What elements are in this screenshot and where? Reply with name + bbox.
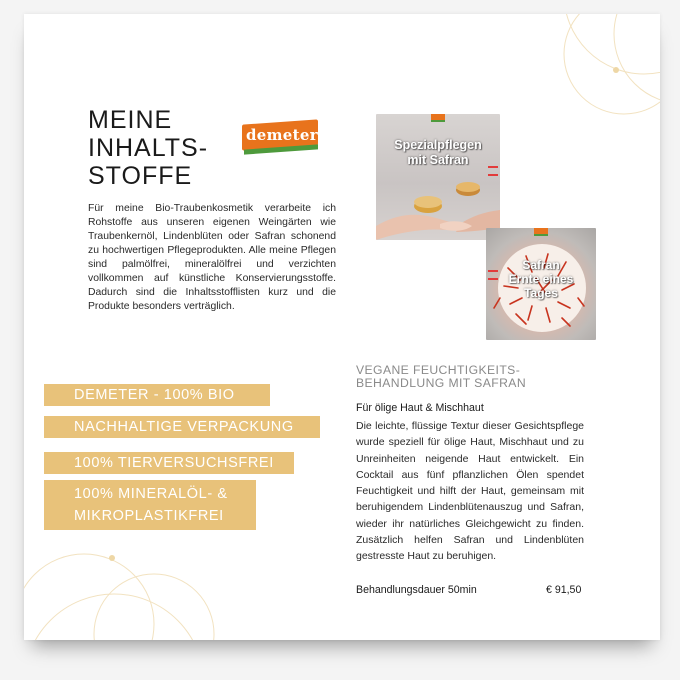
- badge-demeter-bio: DEMETER - 100% BIO: [44, 384, 270, 406]
- hands-illustration: [376, 114, 500, 240]
- photo1-caption-line-2: mit Safran: [407, 153, 469, 167]
- photo1-caption-line-1: Spezialpflegen: [394, 138, 482, 152]
- badge-mineral-oil-free-line-1: 100% MINERALÖL- &: [74, 486, 228, 502]
- photo-safran-care: [376, 114, 500, 240]
- title-line-3: STOFFE: [88, 162, 193, 190]
- page-title: [88, 106, 208, 190]
- photo2-caption-line-2: Ernte eines: [508, 272, 574, 286]
- skin-type: Für ölige Haut & Mischhaut: [356, 402, 484, 414]
- decorative-arcs-top: [524, 14, 660, 124]
- treatment-description: Die leichte, flüssige Textur dieser Gesichtspflege wurde speziell für ölige Haut, Mischhaut und zu Unreinheiten neigende Haut entwickelt. Ein Cocktail aus fünf pflanzlichen Ölen spendet Feuchtigkeit und hilft der Haut, gemeinsam mit beruhigendem Lindenblütenauszug und Safran, wieder ihr natürliches Gleichgewicht zu finden. Zusätzlich helfen Safran und Lindenblüten gestresste Haut zu beruhigen.: [356, 420, 584, 563]
- treatment-price: € 91,50: [546, 584, 582, 596]
- badge-mineral-oil-free-line-2: MIKROPLASTIKFREI: [74, 508, 224, 524]
- badge-sustainable-packaging: NACHHALTIGE VERPACKUNG: [44, 416, 320, 438]
- decorative-arcs-bottom: [24, 514, 224, 640]
- badge-cruelty-free: 100% TIERVERSUCHSFREI: [44, 452, 294, 474]
- photo-safran-harvest: [486, 228, 596, 340]
- treatment-heading: [356, 364, 596, 390]
- photo1-caption: [376, 138, 500, 168]
- intro-paragraph: Für meine Bio-Traubenkosmetik verarbeite ich Rohstoffe aus unseren eigenen Weingärten wie Traubenkernöl, Lindenblüten oder Safran schonend zu hochwertigen Pflegeprodukten. Alle meine Pflegen sind palmölfrei, mineralölfrei und verzichten vollkommen auf künstliche Konservierungsstoffe. Dadurch sind die Inhaltsstofflisten kurz und die Produkte besonders verträglich.: [88, 203, 336, 312]
- title-line-2: INHALTS-: [88, 134, 209, 162]
- photo2-caption-line-3: Tages: [524, 286, 558, 300]
- treatment-heading-line-2: BEHANDLUNG MIT SAFRAN: [356, 376, 527, 390]
- photo2-caption-line-1: Safran: [522, 258, 560, 272]
- equals-mark-2: [488, 270, 498, 280]
- demeter-logo-text: demeter: [246, 126, 318, 144]
- equals-mark-1: [488, 166, 498, 176]
- title-line-1: MEINE: [88, 106, 173, 134]
- treatment-heading-line-1: VEGANE FEUCHTIGKEITS-: [356, 363, 521, 377]
- brochure-page: [24, 14, 660, 640]
- demeter-logo: [240, 118, 320, 154]
- treatment-duration: Behandlungsdauer 50min: [356, 584, 477, 596]
- photo2-caption: [486, 258, 596, 300]
- badge-mineral-oil-free: [44, 480, 256, 530]
